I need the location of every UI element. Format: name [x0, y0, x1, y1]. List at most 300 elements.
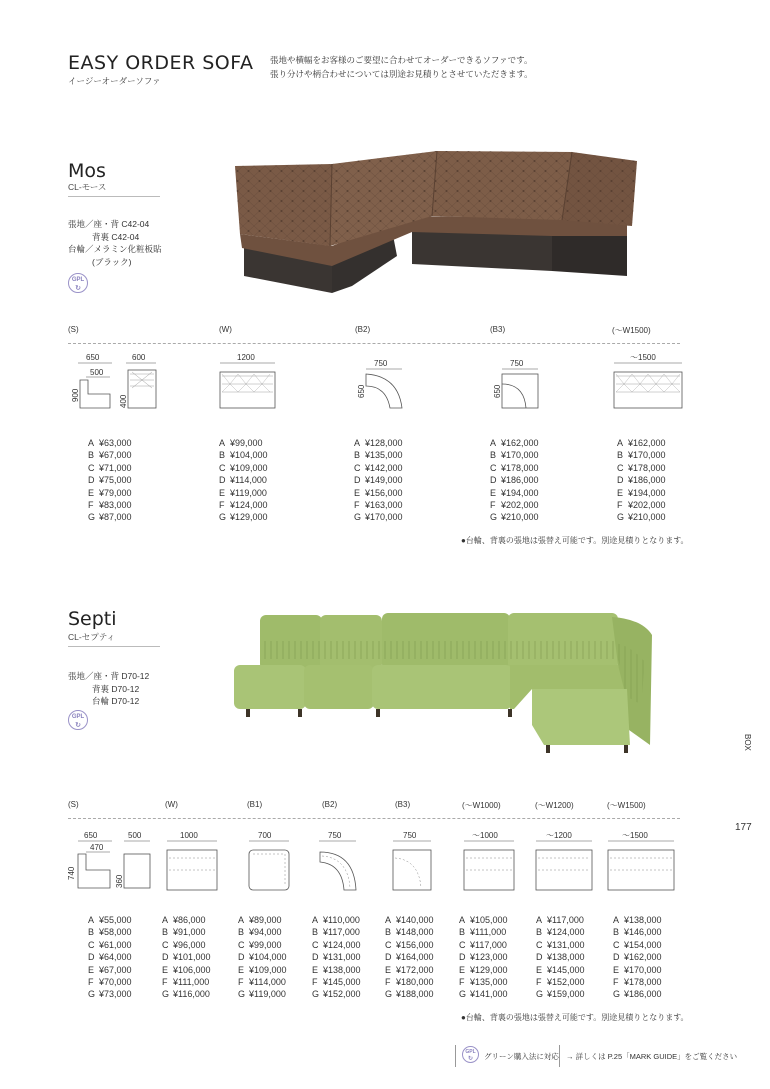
price-row — [238, 914, 287, 926]
grade-label: E — [88, 487, 95, 498]
grade-label: F — [490, 500, 496, 511]
price-value: ¥67,000 — [99, 450, 132, 461]
price-row — [536, 976, 585, 988]
price-row — [354, 449, 403, 461]
grade-label: E — [613, 964, 620, 975]
price-value: ¥117,000 — [323, 927, 360, 938]
grade-label: E — [490, 487, 497, 498]
price-value: ¥63,000 — [99, 438, 132, 448]
price-row — [385, 926, 434, 938]
price-value: ¥109,000 — [249, 964, 287, 975]
dim-label: 〜1200 — [546, 831, 572, 840]
septi-type-label: (B2) — [322, 800, 338, 809]
price-value: ¥178,000 — [628, 462, 666, 473]
page-title: EASY ORDER SOFA — [68, 52, 254, 74]
septi-type-label: (S) — [68, 800, 79, 809]
dim-label: 500 — [90, 368, 104, 377]
grade-label: F — [459, 977, 465, 988]
septi-b3-prices — [385, 914, 434, 1001]
grade-label: E — [219, 487, 226, 498]
grade-label: F — [617, 500, 623, 511]
price-value: ¥104,000 — [249, 952, 287, 963]
price-value: ¥114,000 — [230, 475, 267, 486]
price-value: ¥117,000 — [547, 915, 584, 925]
price-row — [162, 976, 211, 988]
grade-label: B — [385, 927, 392, 938]
price-value: ¥138,000 — [547, 952, 585, 963]
mos-w1500-diagram — [608, 350, 688, 410]
price-value: ¥159,000 — [547, 989, 585, 1000]
side-tab-box: BOX — [743, 734, 752, 751]
dim-label: 900 — [71, 388, 80, 402]
price-value: ¥58,000 — [99, 927, 132, 938]
price-row — [88, 449, 132, 461]
price-row — [88, 462, 132, 474]
price-value: ¥186,000 — [628, 475, 666, 486]
mos-product-name: Mos — [68, 160, 106, 182]
price-value: ¥163,000 — [365, 500, 403, 511]
price-row — [459, 926, 508, 938]
price-row — [617, 462, 666, 474]
price-value: ¥138,000 — [323, 964, 361, 975]
grade-label: G — [536, 989, 544, 1000]
dim-label: 750 — [403, 831, 417, 840]
grade-label: B — [162, 927, 169, 938]
price-row — [312, 951, 361, 963]
intro-line-2: 張り分けや柄合わせについては別途お見積りとさせていただきます。 — [270, 69, 533, 79]
price-row — [88, 926, 132, 938]
price-value: ¥105,000 — [470, 915, 508, 925]
grade-label: E — [354, 487, 361, 498]
price-row — [613, 939, 662, 951]
price-value: ¥79,000 — [99, 487, 132, 498]
price-row — [312, 988, 361, 1000]
septi-spec-line: 背裏 D70-12 — [92, 683, 140, 694]
price-row — [312, 964, 361, 976]
price-value: ¥162,000 — [501, 438, 539, 448]
price-row — [490, 474, 539, 486]
price-value: ¥131,000 — [323, 952, 361, 963]
mos-b2-diagram — [350, 356, 410, 416]
price-row — [312, 939, 361, 951]
gpl-badge-label: GPL — [71, 714, 85, 720]
price-value: ¥162,000 — [624, 952, 662, 963]
price-value: ¥162,000 — [628, 438, 666, 448]
grade-label: F — [219, 500, 225, 511]
price-value: ¥75,000 — [99, 475, 132, 486]
septi-b1-diagram — [244, 828, 304, 898]
price-row — [617, 499, 666, 511]
dim-label: 〜1500 — [622, 831, 648, 840]
price-row — [459, 976, 508, 988]
price-row — [219, 437, 268, 449]
price-value: ¥210,000 — [501, 512, 539, 523]
dim-label: 650 — [357, 384, 366, 398]
grade-label: D — [613, 952, 620, 963]
dim-label: 360 — [115, 874, 124, 888]
grade-label: C — [88, 939, 95, 950]
price-value: ¥156,000 — [396, 939, 434, 950]
price-value: ¥106,000 — [173, 964, 211, 975]
price-value: ¥152,000 — [547, 977, 585, 988]
grade-label: F — [162, 977, 168, 988]
price-value: ¥138,000 — [624, 915, 662, 925]
price-row — [312, 976, 361, 988]
grade-label: B — [88, 927, 95, 938]
septi-s-diagram — [60, 828, 160, 898]
price-value: ¥186,000 — [624, 989, 662, 1000]
septi-s-prices — [88, 914, 132, 1001]
price-row — [536, 926, 585, 938]
mos-w-prices — [219, 437, 268, 524]
price-row — [536, 951, 585, 963]
gpl-badge-label: GPL — [71, 277, 85, 283]
price-row — [162, 939, 211, 951]
grade-label: A — [88, 438, 95, 448]
grade-label: C — [490, 462, 497, 473]
price-row — [219, 499, 268, 511]
price-row — [88, 437, 132, 449]
price-row — [88, 939, 132, 951]
price-value: ¥73,000 — [99, 989, 132, 1000]
price-value: ¥152,000 — [323, 989, 361, 1000]
septi-w1500-prices — [613, 914, 662, 1001]
price-value: ¥188,000 — [396, 989, 434, 1000]
price-row — [162, 926, 211, 938]
price-value: ¥142,000 — [365, 462, 403, 473]
price-value: ¥129,000 — [230, 512, 268, 523]
dim-label: 〜1500 — [630, 353, 656, 362]
septi-spec-line: 張地／座・背 D70-12 — [68, 671, 150, 681]
grade-label: E — [459, 964, 466, 975]
price-row — [88, 964, 132, 976]
dim-label: 740 — [67, 866, 76, 880]
intro-line-1: 張地や横幅をお客様のご要望に合わせてオーダーできるソファです。 — [270, 55, 533, 65]
septi-name-rule — [68, 646, 160, 647]
dim-label: 1000 — [180, 831, 198, 840]
mos-name-rule — [68, 196, 160, 197]
price-value: ¥135,000 — [470, 977, 508, 988]
price-value: ¥116,000 — [173, 989, 210, 1000]
price-row — [617, 437, 666, 449]
price-row — [617, 449, 666, 461]
price-value: ¥110,000 — [323, 915, 360, 925]
grade-label: C — [354, 462, 361, 473]
price-row — [385, 951, 434, 963]
price-row — [385, 964, 434, 976]
price-value: ¥145,000 — [547, 964, 585, 975]
septi-b3-diagram — [389, 828, 449, 898]
price-row — [490, 449, 539, 461]
septi-b2-prices — [312, 914, 361, 1001]
mos-type-label: (B2) — [355, 325, 371, 334]
price-value: ¥129,000 — [470, 964, 508, 975]
dim-label: 650 — [84, 831, 98, 840]
grade-label: A — [312, 915, 319, 925]
price-row — [219, 511, 268, 523]
price-row — [88, 487, 132, 499]
mos-spec-line: 背裏 C42-04 — [92, 231, 140, 242]
price-value: ¥119,000 — [230, 487, 267, 498]
price-value: ¥170,000 — [501, 450, 539, 461]
price-value: ¥104,000 — [230, 450, 268, 461]
price-value: ¥83,000 — [99, 500, 132, 511]
grade-label: F — [385, 977, 391, 988]
grade-label: B — [88, 450, 95, 461]
price-value: ¥156,000 — [365, 487, 403, 498]
septi-product-name: Septi — [68, 608, 117, 630]
price-value: ¥149,000 — [365, 475, 403, 486]
price-row — [312, 926, 361, 938]
grade-label: D — [536, 952, 543, 963]
price-row — [219, 449, 268, 461]
price-value: ¥91,000 — [173, 927, 206, 938]
grade-label: G — [238, 989, 246, 1000]
price-row — [238, 988, 287, 1000]
mos-s-prices — [88, 437, 132, 524]
grade-label: A — [88, 915, 95, 925]
dim-label: 〜1000 — [472, 831, 498, 840]
grade-label: G — [88, 512, 96, 523]
price-row — [613, 914, 662, 926]
mos-spec-line: (ブラック) — [92, 256, 132, 267]
grade-label: B — [617, 450, 624, 461]
septi-type-label: (B3) — [395, 800, 411, 809]
grade-label: A — [385, 915, 392, 925]
grade-label: C — [617, 462, 624, 473]
grade-label: G — [490, 512, 498, 523]
footer-green-purchase: グリーン購入法に対応 — [484, 1052, 559, 1061]
mos-spec — [68, 218, 162, 268]
price-value: ¥194,000 — [628, 487, 666, 498]
price-value: ¥202,000 — [501, 500, 539, 511]
grade-label: G — [88, 989, 96, 1000]
price-row — [162, 988, 211, 1000]
grade-label: G — [459, 989, 467, 1000]
footer-divider — [455, 1045, 456, 1067]
price-value: ¥194,000 — [501, 487, 539, 498]
price-value: ¥119,000 — [249, 989, 286, 1000]
grade-label: G — [312, 989, 320, 1000]
septi-b2-diagram — [316, 828, 376, 898]
grade-label: D — [88, 475, 95, 486]
septi-spec-line: 台輪 D70-12 — [92, 696, 140, 706]
price-row — [385, 914, 434, 926]
grade-label: A — [219, 438, 226, 448]
price-value: ¥114,000 — [249, 977, 286, 988]
price-row — [536, 914, 585, 926]
grade-label: G — [354, 512, 362, 523]
grade-label: C — [219, 462, 226, 473]
mos-product-code: CL-モース — [68, 182, 107, 192]
price-row — [385, 976, 434, 988]
mos-b2-prices — [354, 437, 403, 524]
septi-w1000-diagram — [460, 828, 530, 898]
grade-label: B — [312, 927, 319, 938]
price-row — [162, 964, 211, 976]
price-value: ¥178,000 — [624, 977, 662, 988]
price-value: ¥186,000 — [501, 475, 539, 486]
price-row — [354, 462, 403, 474]
mos-b3-prices — [490, 437, 539, 524]
price-row — [238, 964, 287, 976]
dim-label: 400 — [119, 394, 128, 408]
price-value: ¥61,000 — [99, 939, 132, 950]
price-value: ¥124,000 — [547, 927, 585, 938]
price-value: ¥170,000 — [365, 512, 403, 523]
grade-label: C — [459, 939, 466, 950]
mos-b3-diagram — [486, 356, 546, 416]
price-row — [88, 474, 132, 486]
price-value: ¥180,000 — [396, 977, 434, 988]
price-value: ¥111,000 — [470, 927, 507, 938]
price-value: ¥170,000 — [624, 964, 662, 975]
price-value: ¥172,000 — [396, 964, 434, 975]
grade-label: A — [354, 438, 361, 448]
price-row — [613, 926, 662, 938]
price-row — [88, 511, 132, 523]
price-row — [88, 914, 132, 926]
grade-label: A — [162, 915, 169, 925]
price-row — [88, 499, 132, 511]
septi-type-label: (〜W1200) — [535, 801, 574, 810]
dim-label: 500 — [128, 831, 142, 840]
grade-label: D — [219, 475, 226, 486]
grade-label: E — [617, 487, 624, 498]
mos-type-label: (B3) — [490, 325, 506, 334]
price-row — [312, 914, 361, 926]
price-row — [459, 914, 508, 926]
grade-label: A — [617, 438, 624, 448]
septi-w1000-prices — [459, 914, 508, 1001]
price-row — [354, 487, 403, 499]
dim-label: 600 — [132, 353, 146, 362]
grade-label: B — [354, 450, 361, 461]
mos-note: ●台輪、背裏の張地は張替え可能です。別途見積りとなります。 — [461, 536, 689, 545]
price-value: ¥86,000 — [173, 915, 206, 925]
price-row — [490, 499, 539, 511]
footer-mark-guide-link[interactable]: → 詳しくは P.25「MARK GUIDE」をご覧ください — [566, 1052, 738, 1061]
price-row — [238, 951, 287, 963]
price-value: ¥64,000 — [99, 952, 132, 963]
price-row — [238, 939, 287, 951]
grade-label: A — [536, 915, 543, 925]
price-value: ¥87,000 — [99, 512, 132, 523]
price-value: ¥99,000 — [249, 939, 282, 950]
septi-product-code: CL-セプティ — [68, 632, 116, 642]
grade-label: B — [459, 927, 466, 938]
price-value: ¥55,000 — [99, 915, 132, 925]
grade-label: D — [312, 952, 319, 963]
price-value: ¥67,000 — [99, 964, 132, 975]
price-row — [354, 511, 403, 523]
price-value: ¥135,000 — [365, 450, 403, 461]
grade-label: A — [459, 915, 466, 925]
grade-label: E — [312, 964, 319, 975]
grade-label: D — [354, 475, 361, 486]
footer-gpl-badge — [462, 1046, 479, 1063]
grade-label: D — [162, 952, 169, 963]
septi-w-diagram — [162, 828, 222, 898]
septi-type-label: (〜W1500) — [607, 801, 646, 810]
price-row — [490, 437, 539, 449]
price-row — [536, 988, 585, 1000]
grade-label: B — [490, 450, 497, 461]
price-value: ¥131,000 — [547, 939, 585, 950]
septi-w1200-prices — [536, 914, 585, 1001]
mos-spec-line: 張地／座・背 C42-04 — [68, 219, 150, 229]
septi-type-label: (B1) — [247, 800, 263, 809]
septi-w1500-diagram — [604, 828, 684, 898]
grade-label: D — [238, 952, 245, 963]
recycle-arrow-icon: ↻ — [75, 722, 81, 729]
septi-type-label: (〜W1000) — [462, 801, 501, 810]
price-row — [219, 487, 268, 499]
price-value: ¥202,000 — [628, 500, 666, 511]
price-row — [617, 487, 666, 499]
grade-label: F — [312, 977, 318, 988]
grade-label: A — [613, 915, 620, 925]
price-row — [88, 951, 132, 963]
mos-type-label: (W) — [219, 325, 232, 334]
price-value: ¥96,000 — [173, 939, 206, 950]
grade-label: C — [385, 939, 392, 950]
price-value: ¥71,000 — [99, 462, 132, 473]
grade-label: B — [238, 927, 245, 938]
grade-label: C — [536, 939, 543, 950]
dim-label: 750 — [510, 359, 524, 368]
septi-note: ●台輪、背裏の張地は張替え可能です。別途見積りとなります。 — [461, 1013, 689, 1022]
price-row — [354, 499, 403, 511]
grade-label: G — [617, 512, 625, 523]
price-row — [354, 474, 403, 486]
dim-label: 650 — [493, 384, 502, 398]
grade-label: E — [162, 964, 169, 975]
grade-label: C — [312, 939, 319, 950]
price-value: ¥109,000 — [230, 462, 268, 473]
price-value: ¥94,000 — [249, 927, 282, 938]
grade-label: E — [536, 964, 543, 975]
grade-label: G — [162, 989, 170, 1000]
mos-w-diagram — [215, 350, 285, 410]
grade-label: C — [162, 939, 169, 950]
dim-label: 1200 — [237, 353, 255, 362]
grade-label: F — [536, 977, 542, 988]
price-value: ¥141,000 — [470, 989, 508, 1000]
price-value: ¥123,000 — [470, 952, 508, 963]
footer-divider — [559, 1045, 560, 1067]
mos-type-label: (〜W1500) — [612, 326, 651, 335]
price-value: ¥145,000 — [323, 977, 361, 988]
price-row — [613, 976, 662, 988]
grade-label: G — [613, 989, 621, 1000]
price-row — [88, 988, 132, 1000]
grade-label: C — [238, 939, 245, 950]
price-value: ¥70,000 — [99, 977, 132, 988]
price-row — [617, 474, 666, 486]
grade-label: A — [490, 438, 497, 448]
mos-w1500-prices — [617, 437, 666, 524]
price-value: ¥146,000 — [624, 927, 662, 938]
price-row — [613, 988, 662, 1000]
price-row — [459, 964, 508, 976]
price-row — [88, 976, 132, 988]
grade-label: B — [613, 927, 620, 938]
price-row — [238, 976, 287, 988]
grade-label: D — [88, 952, 95, 963]
price-value: ¥124,000 — [323, 939, 361, 950]
septi-gpl-badge — [68, 710, 88, 730]
